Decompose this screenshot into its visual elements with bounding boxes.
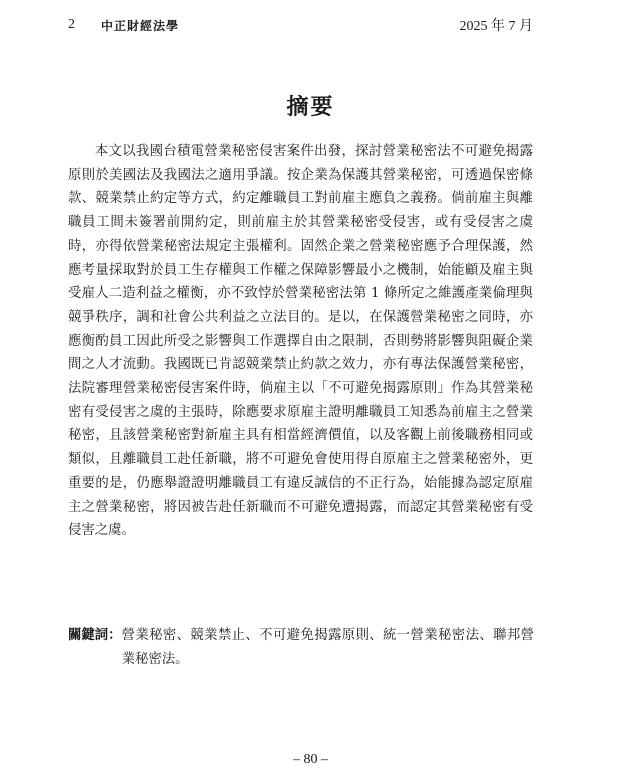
header-left-group: [68, 17, 179, 34]
footer-page-number: – 80 –: [293, 752, 328, 767]
running-header: [68, 14, 533, 36]
header-page-number: 2: [68, 17, 75, 32]
issue-date: 2025 年 7 月: [459, 19, 533, 34]
abstract-title: 摘要: [286, 95, 335, 120]
keywords-text: 營業秘密、競業禁止、不可避免揭露原則、統一營業秘密法、聯邦營業秘密法。: [121, 628, 534, 667]
journal-name: 中正財經法學: [101, 18, 180, 33]
abstract-body: 本文以我國台積電營業秘密侵害案件出發，探討營業秘密法不可避免揭露原則於美國法及我國法之適用爭議。按企業為保護其營業秘密，可透過保密條款、競業禁止約定等方式，約定離職員工對前雇主應負之義務。倘前雇主與離職員工間未簽署前開約定，則前雇主於其營業秘密受侵害，或有受侵害之虞時，亦得依營業秘密法規定主張權利。固然企業之營業秘密應予合理保護，然應考量採取對於員工生存權與工作權之保障影響最小之機制，始能顧及雇主與受雇人二造利益之權衡，亦不致悖於營業秘密法第 1 條所定之維護產業倫理與競爭秩序，調和社會公共利益之立法目的。是以，在保護營業秘密之同時，亦應衡酌員工因此所受之影響與工作選擇自由之限制，否則勢將影響與阻礙企業間之人才流動。我國既已肯認競業禁止約款之效力，亦有專法保護營業秘密，法院審理營業秘密侵害案件時，倘雇主以「不可避免揭露原則」作為其營業秘密有受侵害之虞的主張時，除應要求原雇主證明離職員工知悉為前雇主之營業秘密，且該營業秘密對新雇主具有相當經濟價值，以及客觀上前後職務相同或類似，且離職員工赴任新職，將不可避免會使用得自原雇主之營業秘密外，更重要的是，仍應舉證證明離職員工有違反誠信的不正行為，始能據為認定原雇主之營業秘密，將因被告赴任新職而不可避免遭揭露，而認定其營業秘密有受侵害之虞。: [68, 144, 533, 539]
keywords-block: [68, 624, 534, 672]
keywords-label: 關鍵詞：: [68, 628, 122, 643]
